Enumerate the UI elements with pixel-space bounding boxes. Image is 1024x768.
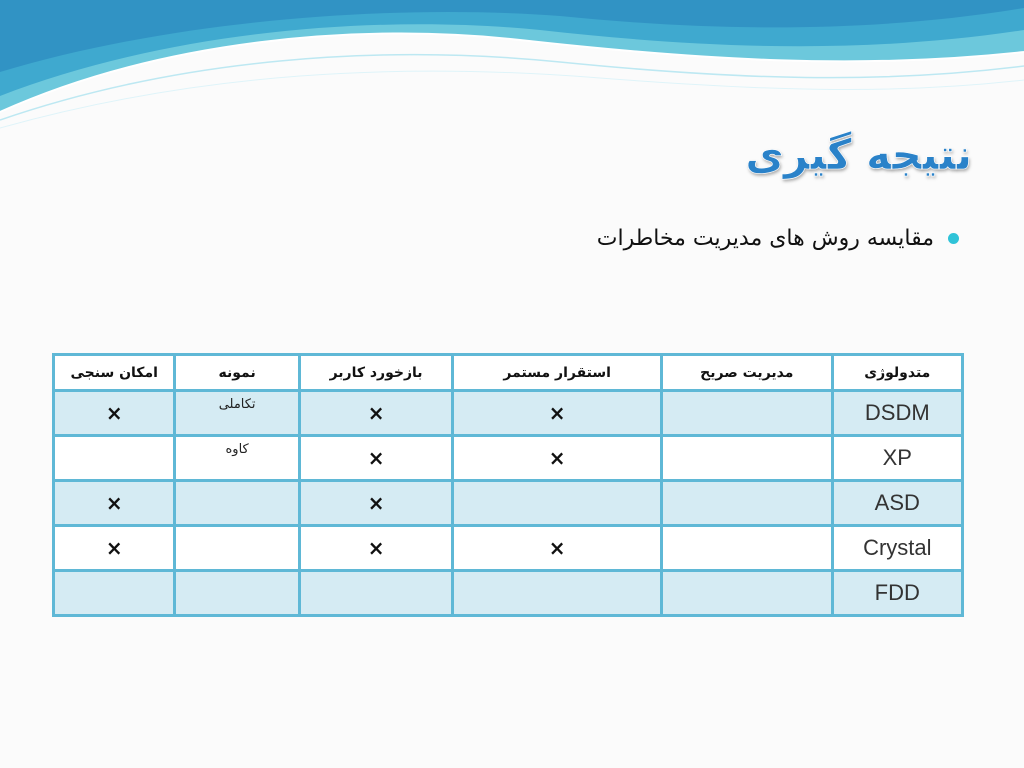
cell-explicit [662,481,833,526]
cell-explicit [662,436,833,481]
cell-explicit [662,391,833,436]
header-prototype: نمونه [175,355,299,391]
table-row [54,571,963,616]
cell-continuous: × [453,526,662,571]
cell-explicit [662,526,833,571]
methodology-name: FDD [832,571,962,616]
methodology-name: XP [832,436,962,481]
bullet-text: مقایسه روش های مدیریت مخاطرات [596,226,934,251]
cell-feedback: × [299,481,453,526]
bullet-item [597,226,959,251]
table-row [54,481,963,526]
methodology-name: ASD [832,481,962,526]
cell-continuous: × [453,436,662,481]
bullet-dot-icon [948,233,959,244]
cell-feedback: × [299,436,453,481]
cell-feasibility: × [54,481,175,526]
cell-prototype [175,481,299,526]
table-header-row [54,355,963,391]
cell-prototype [175,526,299,571]
header-feasibility: امکان سنجی [54,355,175,391]
header-continuous-deployment: استقرار مستمر [453,355,662,391]
prototype-note: تکاملی [218,396,256,412]
header-explicit-management: مدیریت صریح [662,355,833,391]
cell-feedback [299,571,453,616]
table-row [54,436,963,481]
cell-prototype [175,391,299,436]
methodology-comparison-table [52,353,964,617]
cell-feedback: × [299,391,453,436]
cell-continuous [453,481,662,526]
header-methodology: متدولوژی [832,355,962,391]
table-row [54,391,963,436]
methodology-name: Crystal [832,526,962,571]
cell-prototype [175,571,299,616]
cell-feasibility [54,436,175,481]
prototype-note: کاوه [225,441,249,457]
header-user-feedback: بازخورد کاربر [299,355,453,391]
cell-feedback: × [299,526,453,571]
cell-feasibility [54,571,175,616]
cell-explicit [662,571,833,616]
cell-prototype [175,436,299,481]
methodology-name: DSDM [832,391,962,436]
table-row [54,526,963,571]
slide-title: نتیجه گیری [745,130,972,179]
header-wave-decoration [0,0,1024,130]
cell-continuous [453,571,662,616]
cell-feasibility: × [54,391,175,436]
cell-continuous: × [453,391,662,436]
cell-feasibility: × [54,526,175,571]
